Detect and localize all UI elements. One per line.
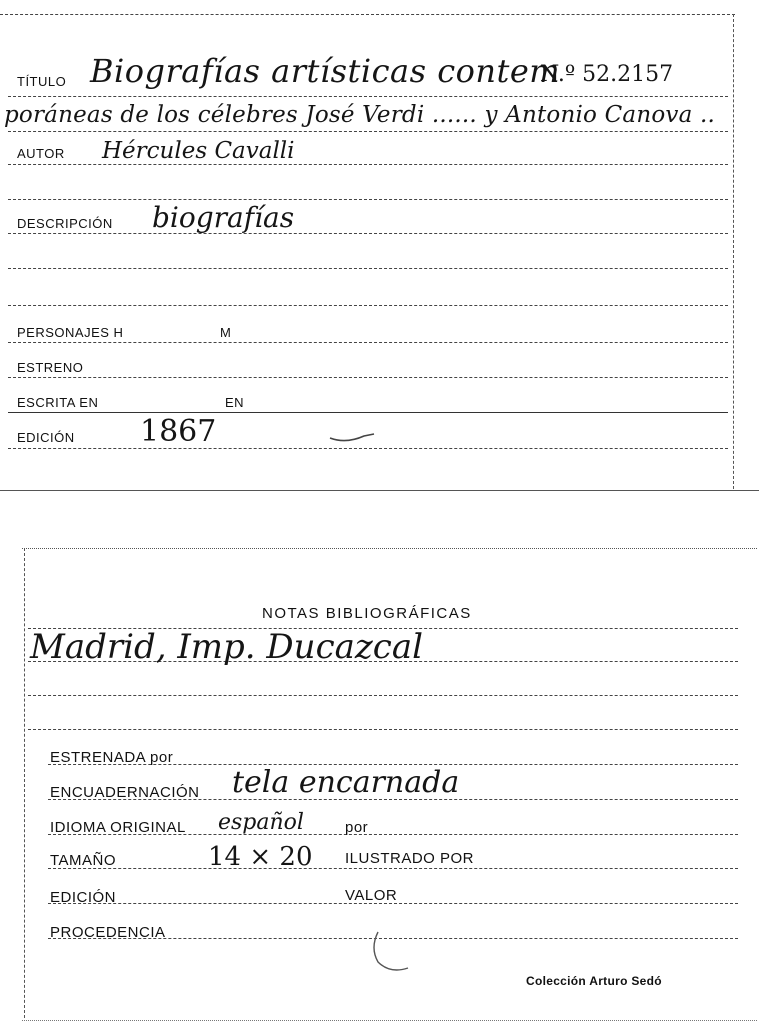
label-edicion-2: EDICIÓN bbox=[50, 889, 117, 906]
card-left-border bbox=[24, 548, 25, 1018]
card-bottom-border bbox=[0, 490, 759, 491]
label-escrita-en: ESCRITA EN bbox=[17, 395, 99, 410]
label-idioma-original: IDIOMA ORIGINAL bbox=[50, 819, 186, 836]
ruled-line bbox=[8, 377, 728, 378]
handwritten-author: Hércules Cavalli bbox=[102, 138, 295, 164]
label-personajes-h: PERSONAJES H bbox=[17, 325, 124, 340]
handwritten-notes: Madrid, Imp. Ducazcal bbox=[30, 627, 423, 667]
card-right-border bbox=[733, 14, 734, 489]
ruled-line bbox=[8, 268, 728, 269]
handwritten-binding: tela encarnada bbox=[232, 765, 460, 800]
ruled-line bbox=[8, 131, 728, 132]
label-por: por bbox=[345, 819, 369, 836]
catalog-card-top bbox=[0, 0, 759, 495]
catalog-card-bottom bbox=[0, 530, 759, 1028]
card-top-border bbox=[0, 14, 735, 15]
label-edicion: EDICIÓN bbox=[17, 430, 75, 445]
ruled-line bbox=[8, 96, 728, 97]
ruled-line bbox=[8, 412, 728, 413]
handwritten-title-line1: Biografías artísticas contem bbox=[90, 52, 561, 90]
label-titulo: TÍTULO bbox=[17, 74, 67, 89]
handwritten-language: español bbox=[218, 810, 304, 835]
label-personajes-m: M bbox=[220, 325, 232, 340]
ruled-line bbox=[8, 305, 728, 306]
card-top-border bbox=[22, 548, 757, 549]
label-tamano: TAMAÑO bbox=[50, 852, 117, 869]
label-valor: VALOR bbox=[345, 887, 398, 904]
card-bottom-border bbox=[22, 1020, 757, 1021]
ruled-line bbox=[8, 448, 728, 449]
ruled-line bbox=[28, 729, 738, 730]
notes-heading: NOTAS BIBLIOGRÁFICAS bbox=[262, 605, 472, 622]
label-encuadernacion: ENCUADERNACIÓN bbox=[50, 784, 200, 801]
label-procedencia: PROCEDENCIA bbox=[50, 924, 166, 941]
ruled-line bbox=[8, 199, 728, 200]
ruled-line bbox=[8, 342, 728, 343]
ruled-line bbox=[8, 233, 728, 234]
ruled-line bbox=[48, 868, 738, 869]
handwritten-title-line2: poráneas de los célebres José Verdi ...... y Antonio Canova .. bbox=[4, 102, 716, 128]
smudge-mark bbox=[328, 430, 378, 444]
collection-stamp: Colección Arturo Sedó bbox=[526, 974, 662, 988]
ruled-line bbox=[8, 164, 728, 165]
handwritten-description: biografías bbox=[152, 201, 295, 234]
label-estreno: ESTRENO bbox=[17, 360, 84, 375]
label-descripcion: DESCRIPCIÓN bbox=[17, 216, 113, 231]
handwritten-edition-year: 1867 bbox=[140, 414, 217, 449]
handwritten-catalog-number: N.º 52.2157 bbox=[540, 62, 674, 87]
label-en: EN bbox=[225, 395, 245, 410]
label-estrenada-por: ESTRENADA por bbox=[50, 749, 174, 766]
smudge-mark bbox=[368, 928, 418, 976]
label-autor: AUTOR bbox=[17, 146, 65, 161]
label-ilustrado-por: ILUSTRADO POR bbox=[345, 850, 475, 867]
ruled-line bbox=[28, 695, 738, 696]
handwritten-size: 14 × 20 bbox=[208, 842, 313, 872]
